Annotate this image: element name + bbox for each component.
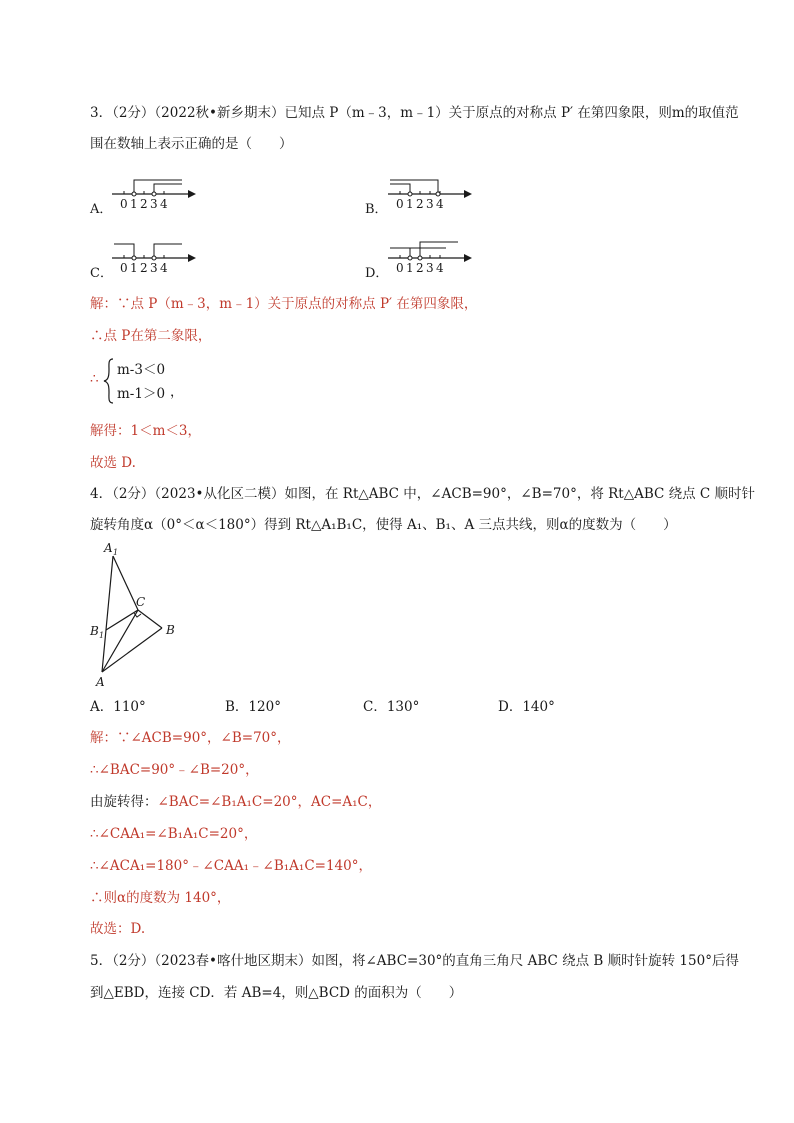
q3-system-suffix: ， bbox=[170, 384, 184, 400]
q3-option-d-label: D． bbox=[365, 266, 389, 281]
svg-text:4: 4 bbox=[436, 197, 444, 211]
svg-text:1: 1 bbox=[113, 548, 119, 557]
q4-solution-step2: ∴∠BAC=90°﹣∠B=20°， bbox=[90, 762, 259, 778]
q3-stem-line2: 围在数轴上表示正确的是（ ） bbox=[90, 136, 293, 152]
q4-solution-step3-body: ∠BAC=∠B₁A₁C=20°，AC=A₁C， bbox=[157, 794, 382, 810]
svg-text:1: 1 bbox=[406, 261, 414, 275]
svg-text:A: A bbox=[96, 675, 105, 689]
q4-stem-line1: 4．（2分）（2023•从化区二模）如图，在 Rt△ABC 中，∠ACB=90°，∠B=70°，将 Rt△ABC 绕点 C 顺时针 bbox=[90, 486, 756, 502]
svg-text:B: B bbox=[166, 623, 175, 637]
q3-system-line1: m-3＜0 bbox=[117, 362, 166, 378]
q4-solution-step3-prefix: 由旋转得： bbox=[90, 794, 158, 810]
q3-option-b-numberline bbox=[386, 172, 476, 218]
q3-option-a-label: A． bbox=[90, 202, 113, 217]
q3-system-prefix: ∴ bbox=[90, 371, 99, 387]
q5-stem-line2: 到△EBD，连接 CD．若 AB=4，则△BCD 的面积为（ ） bbox=[90, 985, 463, 1001]
svg-text:3: 3 bbox=[426, 197, 434, 211]
q3-option-d-numberline bbox=[386, 236, 476, 282]
svg-text:4: 4 bbox=[160, 197, 168, 211]
svg-text:2: 2 bbox=[140, 261, 148, 275]
q4-solution-step6: ∴则α的度数为 140°， bbox=[90, 890, 231, 906]
svg-text:A: A bbox=[104, 541, 113, 555]
q3-option-c-label: C． bbox=[90, 266, 113, 281]
q4-triangle-figure bbox=[86, 540, 196, 696]
svg-text:2: 2 bbox=[140, 197, 148, 211]
q3-solution-step2: ∴点 P在第二象限， bbox=[90, 328, 212, 344]
svg-text:3: 3 bbox=[150, 197, 158, 211]
svg-text:4: 4 bbox=[160, 261, 168, 275]
q3-solution-step5: 故选 D. bbox=[90, 455, 136, 471]
q4-solution-step3 bbox=[90, 793, 381, 811]
q3-inequality-system bbox=[90, 356, 210, 406]
svg-text:0: 0 bbox=[120, 261, 128, 275]
svg-text:0: 0 bbox=[396, 261, 404, 275]
q4-choice-a: A．110° bbox=[90, 699, 146, 715]
q4-choice-c: C．130° bbox=[363, 699, 420, 715]
q4-choice-b: B．120° bbox=[225, 699, 281, 715]
q3-solution-step4: 解得：1＜m＜3， bbox=[90, 423, 201, 439]
q3-option-a-numberline bbox=[110, 172, 200, 218]
svg-text:0: 0 bbox=[120, 197, 128, 211]
svg-text:3: 3 bbox=[150, 261, 158, 275]
q4-solution-step5: ∴∠ACA₁=180°﹣∠CAA₁﹣∠B₁A₁C=140°， bbox=[90, 858, 372, 874]
q3-stem-line1: 3．（2分）（2022秋•新乡期末）已知点 P（m﹣3，m﹣1）关于原点的对称点 P′ 在第四象限，则m的取值范 bbox=[90, 105, 739, 121]
svg-text:1: 1 bbox=[130, 261, 138, 275]
svg-text:1: 1 bbox=[406, 197, 414, 211]
svg-text:1: 1 bbox=[130, 197, 138, 211]
svg-text:1: 1 bbox=[99, 631, 105, 640]
svg-text:4: 4 bbox=[436, 261, 444, 275]
q4-solution-step4: ∴∠CAA₁=∠B₁A₁C=20°， bbox=[90, 826, 258, 842]
svg-text:C: C bbox=[136, 595, 146, 609]
q4-stem-line2: 旋转角度α（0°＜α＜180°）得到 Rt△A₁B₁C，使得 A₁、B₁、A 三点共线，则α的度数为（ ） bbox=[90, 517, 677, 533]
svg-text:B: B bbox=[90, 624, 99, 638]
svg-text:3: 3 bbox=[426, 261, 434, 275]
svg-text:0: 0 bbox=[396, 197, 404, 211]
q3-option-c-numberline bbox=[110, 236, 200, 282]
q3-option-b-label: B． bbox=[365, 202, 388, 217]
svg-text:2: 2 bbox=[416, 197, 424, 211]
brace-icon bbox=[103, 358, 115, 404]
q5-stem-line1: 5．（2分）（2023春•喀什地区期末）如图，将∠ABC=30°的直角三角尺 ABC 绕点 B 顺时针旋转 150°后得 bbox=[90, 953, 739, 969]
q3-solution-step1: 解：∵点 P（m﹣3，m﹣1）关于原点的对称点 P′ 在第四象限， bbox=[90, 296, 478, 312]
q4-solution-step7: 故选：D. bbox=[90, 921, 146, 937]
svg-text:2: 2 bbox=[416, 261, 424, 275]
q4-solution-step1: 解：∵∠ACB=90°，∠B=70°， bbox=[90, 730, 291, 746]
q3-system-line2: m-1＞0 bbox=[117, 386, 166, 402]
q4-choice-d: D．140° bbox=[498, 699, 555, 715]
